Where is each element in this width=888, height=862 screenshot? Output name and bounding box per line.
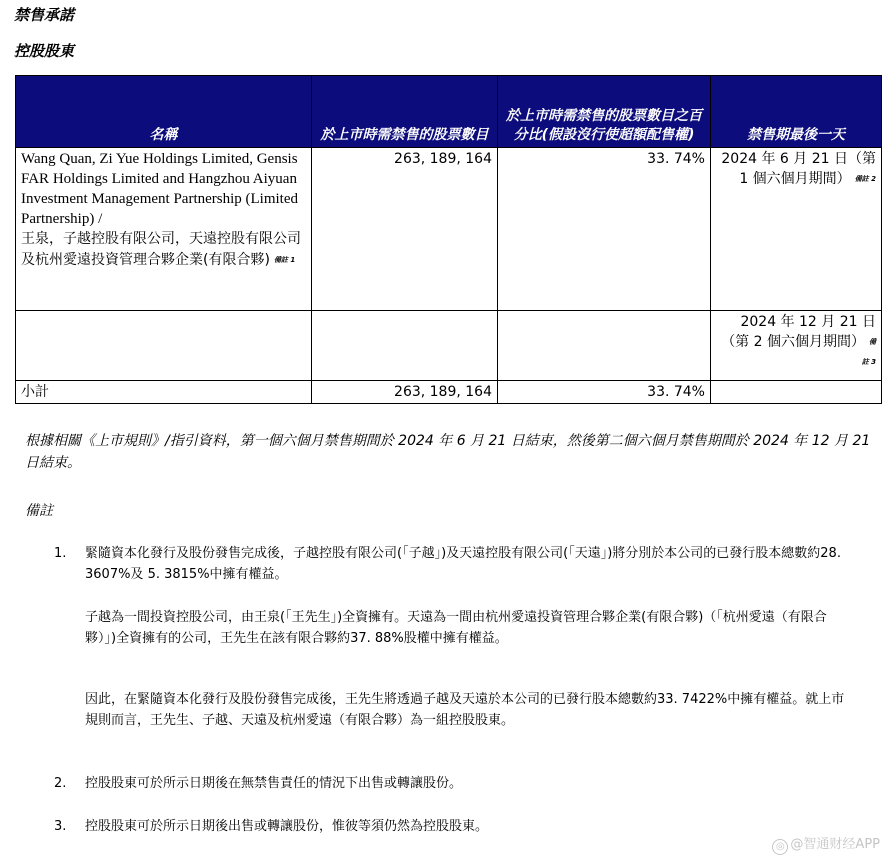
date2-cell	[711, 311, 882, 381]
percent-cell: 33. 74%	[498, 148, 711, 311]
watermark-logo-icon: ◎	[772, 839, 788, 855]
remark-number: 1.	[54, 546, 67, 561]
empty-cell	[711, 381, 882, 404]
date1-cell	[711, 148, 882, 311]
subtotal-row	[16, 381, 882, 404]
header-name: 名稱	[16, 76, 312, 148]
remarks-title: 備註	[25, 503, 53, 519]
header-percent: 於上市時需禁售的股票數目之百分比(假設沒行使超額配售權)	[498, 76, 711, 148]
lockup-table	[15, 75, 882, 404]
holder-name-en: Wang Quan, Zi Yue Holdings Limited, Gensis FAR Holdings Limited and Hangzhou Aiyuan Investment Management Partnership (Limited Partnership) /	[21, 151, 299, 227]
watermark-text: @智通财经APP	[790, 837, 880, 852]
note-3-ref: 備註 3	[861, 338, 876, 366]
holder-name-zh: 王泉，子越控股有限公司，天遠控股有限公司及杭州愛遠投資管理合夥企業(有限合夥)	[21, 231, 301, 268]
note-1-ref: 備註 1	[273, 256, 296, 264]
subtotal-label: 小計	[16, 381, 312, 404]
remark-text: 緊隨資本化發行及股份發售完成後，子越控股有限公司(「子越」)及天遠控股有限公司(「天遠」)將分別於本公司的已發行股本總數約28. 3607%及 5. 3815%中擁有權益。	[85, 546, 841, 582]
subtotal-shares: 263, 189, 164	[312, 381, 498, 404]
holder-name-zh-wrap	[21, 229, 306, 271]
lockup-summary: 根據相關《上市規則》/指引資料，第一個六個月禁售期間於 2024 年 6 月 21 日結束，然後第二個六個月禁售期間於 2024 年 12 月 21 日結束。	[25, 433, 871, 471]
note-2-ref: 備註 2	[854, 175, 876, 183]
remark-text: 控股股東可於所示日期後出售或轉讓股份，惟彼等須仍然為控股股東。	[85, 819, 489, 834]
date2-text: 2024 年 12 月 21 日（第 2 個六個月期間）	[721, 314, 876, 350]
empty-cell	[498, 311, 711, 381]
table-row	[16, 311, 882, 381]
section-title: 禁售承諾	[14, 6, 75, 24]
remark-number: 3.	[54, 819, 67, 834]
header-shares: 於上市時需禁售的股票數目	[312, 76, 498, 148]
remark-1-para-2: 子越為一間投資控股公司，由王泉(「王先生」)全資擁有。天遠為一間由杭州愛遠投資管理合夥企業(有限合夥)（「杭州愛遠（有限合夥）」)全資擁有的公司，王先生在該有限合夥約37. 88%股權中擁有權益。	[85, 610, 827, 646]
header-last-day: 禁售期最後一天	[711, 76, 882, 148]
empty-cell	[16, 311, 312, 381]
table-header-row	[16, 76, 882, 148]
subtotal-percent: 33. 74%	[498, 381, 711, 404]
empty-cell	[312, 311, 498, 381]
shares-cell: 263, 189, 164	[312, 148, 498, 311]
section-subtitle: 控股股東	[14, 42, 75, 60]
remark-text: 控股股東可於所示日期後在無禁售責任的情況下出售或轉讓股份。	[85, 776, 463, 791]
remark-number: 2.	[54, 776, 67, 791]
watermark	[772, 833, 880, 855]
remark-1-para-3: 因此，在緊隨資本化發行及股份發售完成後，王先生將透過子越及天遠於本公司的已發行股本總數約33. 7422%中擁有權益。就上市規則而言，王先生、子越、天遠及杭州愛遠（有限合夥）為一組控股股東。	[85, 692, 845, 728]
table-row	[16, 148, 882, 311]
date1-text: 2024 年 6 月 21 日（第 1 個六個月期間）	[721, 151, 876, 187]
holder-name-cell	[16, 148, 312, 311]
